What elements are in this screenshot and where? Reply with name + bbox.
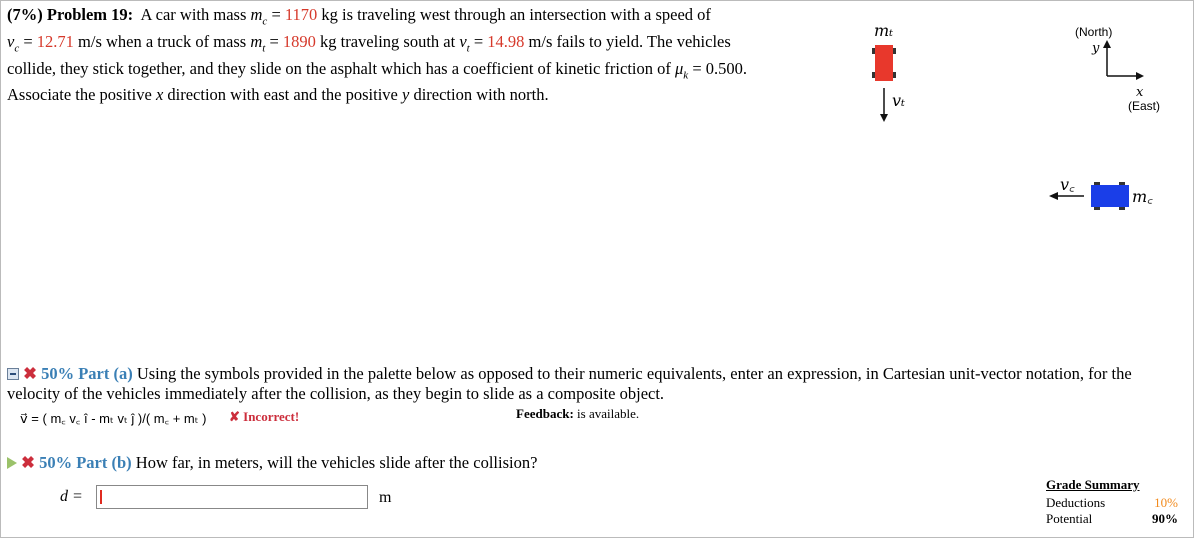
feedback-label: Feedback: [516, 406, 574, 421]
expand-icon[interactable] [7, 457, 17, 469]
problem-header: (7%) Problem 19: [7, 5, 134, 24]
text-caret [100, 490, 102, 504]
feedback-info [516, 406, 639, 422]
part-b-incorrect-icon: ✖ [21, 453, 35, 472]
mu-symbol: $\mu_k$ [675, 58, 689, 81]
part-a-incorrect-icon: ✖ [23, 364, 37, 383]
deductions-value: 10% [1154, 495, 1178, 510]
x-symbol: x [155, 85, 164, 105]
mt-value: 1890 [282, 31, 316, 51]
y-axis-label: y [1092, 41, 1100, 56]
part-a-question: Using the symbols provided in the palette below as opposed to their numeric equivalents, enter an expression, in Cartesian unit-vector notation, for the velocity of the vehicles immediately after the collision, as they begin to slide as a composite object. [7, 364, 1132, 403]
problem-text: A car with mass [140, 5, 247, 24]
collision-diagram [860, 12, 1180, 222]
vc-symbol: $v_c$ [7, 31, 20, 55]
collapse-icon[interactable] [7, 368, 19, 380]
unit-label: m [379, 489, 392, 506]
part-b-question: How far, in meters, will the vehicles slide after the collision? [135, 453, 538, 472]
distance-input[interactable] [96, 485, 368, 509]
vc-value: 12.71 [36, 31, 74, 51]
part-b [7, 453, 707, 473]
potential-value: 90% [1152, 511, 1178, 526]
part-a-answer: v⃗ = ( m꜀ v꜀ î - mₜ vₜ ĵ )/( m꜀ + mₜ ) [20, 411, 207, 426]
part-b-label: 50% Part (b) [39, 453, 132, 472]
east-label: (East) [1128, 99, 1161, 113]
mu-value: 0.500. [705, 58, 747, 78]
incorrect-status: ✘ Incorrect! [229, 409, 300, 424]
car-icon [1091, 182, 1129, 210]
feedback-link[interactable]: is available. [577, 406, 640, 421]
north-label: (North) [1075, 25, 1113, 39]
x-axis-label: x [1136, 85, 1144, 100]
car-velocity-label: v꜀ [1060, 175, 1075, 194]
grade-summary-title: Grade Summary [1046, 477, 1140, 492]
mc-symbol: $m_c$ [250, 5, 268, 28]
truck-velocity-label: vₜ [892, 91, 905, 110]
grade-summary [1046, 477, 1178, 527]
mt-symbol: $m_t$ [250, 31, 266, 55]
truck-mass-label: mₜ [874, 21, 894, 40]
mc-value: 1170 [284, 5, 318, 24]
y-symbol: y [402, 85, 410, 105]
potential-label: Potential [1046, 511, 1093, 526]
deductions-label: Deductions [1046, 495, 1106, 510]
car-mass-label: m꜀ [1132, 187, 1153, 206]
vt-value: 14.98 [487, 31, 525, 51]
distance-variable: d = [60, 488, 83, 505]
part-a [7, 364, 1182, 404]
part-a-label: 50% Part (a) [41, 364, 133, 383]
problem-statement: (7%) Problem 19: A car with mass $m_c = 1170$ kg is traveling west through an intersection with a speed of $v_c = 12.71$ m/s when a truck of mass $m_t = 1890$ kg traveling south at $v_t = 14.98$ m/s fails to yield. The vehicles collide, they stick together, and they slide on the asphalt which has a coefficient of kinetic friction of $\mu_k = 0.500$. Associate the positive x direction with east and the positive y direction with north. [7, 5, 747, 105]
vt-symbol: $v_t$ [459, 31, 470, 55]
truck-icon [872, 45, 896, 81]
